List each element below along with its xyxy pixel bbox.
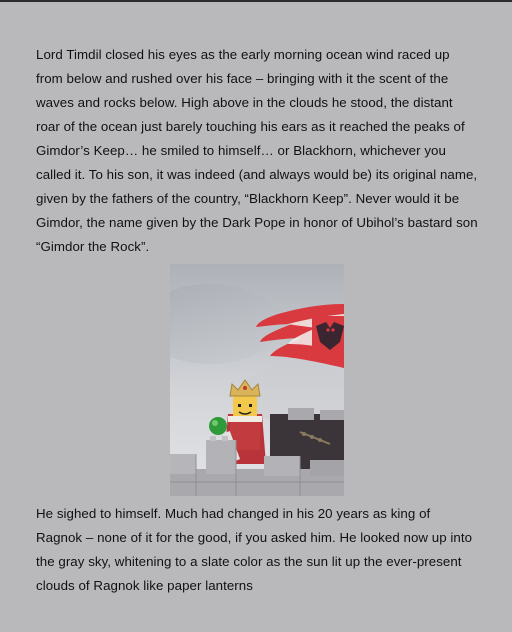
story-photo	[170, 264, 344, 496]
lego-king-photo	[170, 264, 344, 496]
story-paragraph-1: Lord Timdil closed his eyes as the early morning ocean wind raced up from below and rushed over his face – bringing with it the scent of the waves and rocks below. High above in the clouds he stood, the distant roar of the ocean just barely touching his ears as it reached the peaks of Gimdor’s Keep… he smiled to himself… or Blackhorn, whichever you called it. To his son, it was indeed (and always would be) its original name, given by the fathers of the country, “Blackhorn Keep”. Never would it be Gimdor, the name given by the Dark Pope in honor of Ubihol’s bastard son “Gimdor the Rock”.	[36, 47, 478, 254]
document-page	[0, 2, 512, 632]
story-paragraph-2: He sighed to himself. Much had changed in his 20 years as king of Ragnok – none of it for the good, if you asked him. He looked now up into the gray sky, whitening to a slate color as the sun lit up the ever-present clouds of Ragnok like paper lanterns	[36, 506, 473, 593]
